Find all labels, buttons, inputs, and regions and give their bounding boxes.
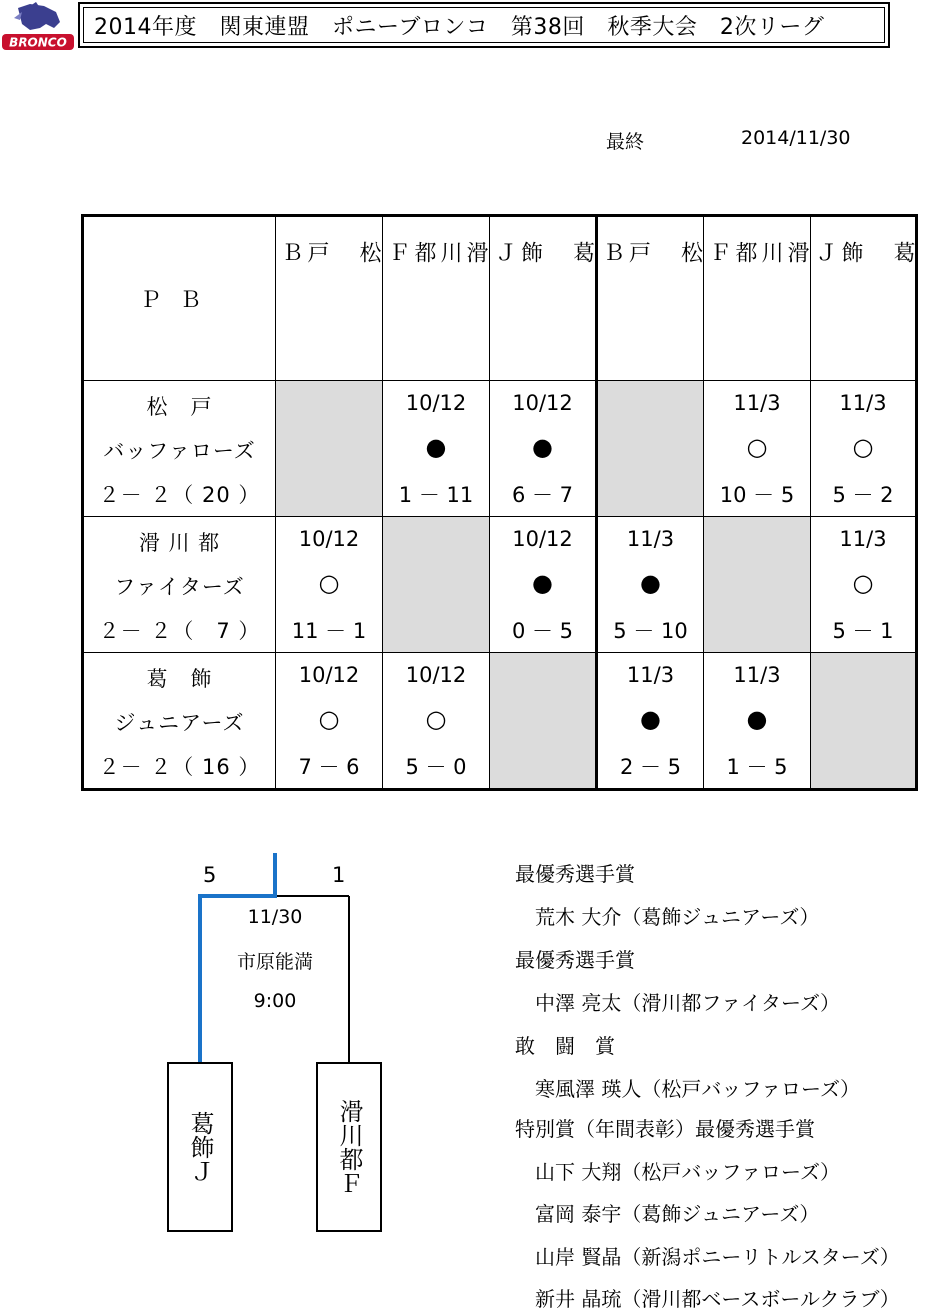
game-score: 5 － 1 xyxy=(832,619,894,643)
col-header: 松 戸 Ｂ xyxy=(278,241,381,263)
page-title: 2014年度 関東連盟 ポニーブロンコ 第38回 秋季大会 2次リーグ xyxy=(83,7,885,43)
team-record: ２－ ２（ 20 ） xyxy=(98,483,261,507)
logo-text: BRONCO xyxy=(9,35,67,50)
award-title: 敢 闘 賞 xyxy=(515,1034,615,1058)
final-right-team: 滑川都Ｆ xyxy=(316,1062,382,1232)
game-score: 5 － 0 xyxy=(405,755,467,779)
award-winner: 山下 大翔（松戸バッファローズ） xyxy=(515,1160,840,1184)
result-mark: ○ xyxy=(852,569,874,597)
team-record: ２－ ２（ 16 ） xyxy=(98,755,261,779)
game-date: 10/12 xyxy=(298,663,360,687)
team-nickname: ジュニアーズ xyxy=(114,711,245,735)
result-mark: ● xyxy=(532,433,553,461)
result-mark: ○ xyxy=(318,705,340,733)
result-mark: ● xyxy=(640,705,661,733)
game-score: 1 － 5 xyxy=(726,755,788,779)
award-winner: 新井 晶琉（滑川都ベースボールクラブ） xyxy=(515,1287,900,1311)
team-name: 葛 飾 xyxy=(146,667,213,691)
result-mark: ● xyxy=(425,433,447,461)
team-record: ２－ ２（ 7 ） xyxy=(98,619,261,643)
game-date: 11/3 xyxy=(839,391,887,415)
team-name: 松 戸 xyxy=(146,395,213,419)
award-winner: 富岡 泰宇（葛飾ジュニアーズ） xyxy=(515,1202,820,1226)
award-winner: 中澤 亮太（滑川都ファイターズ） xyxy=(515,991,840,1015)
final-date: 11/30 xyxy=(247,906,303,928)
award-title: 最優秀選手賞 xyxy=(515,862,635,886)
game-date: 11/3 xyxy=(626,527,675,551)
result-mark: ○ xyxy=(852,433,874,461)
game-score: 11 － 1 xyxy=(291,619,367,643)
col-header: 松 戸 Ｂ xyxy=(599,241,703,263)
final-venue: 市原能満 xyxy=(236,951,313,973)
game-score: 10 － 5 xyxy=(719,483,795,507)
result-mark: ○ xyxy=(425,705,447,733)
game-score: 5 － 10 xyxy=(613,619,688,643)
award-title: 特別賞（年間表彰）最優秀選手賞 xyxy=(515,1117,815,1141)
final-right-score: 1 xyxy=(332,863,346,887)
result-mark: ○ xyxy=(318,569,340,597)
final-time: 9:00 xyxy=(253,990,297,1012)
col-header: 葛 飾 Ｊ xyxy=(812,241,915,263)
award-winner: 荒木 大介（葛飾ジュニアーズ） xyxy=(515,905,820,929)
status-label: 最終 xyxy=(606,131,645,153)
result-mark: ○ xyxy=(746,433,768,461)
award-winner: 寒風澤 瑛人（松戸バッファローズ） xyxy=(515,1077,860,1101)
award-title: 最優秀選手賞 xyxy=(515,948,635,972)
result-mark: ● xyxy=(640,569,661,597)
game-date: 11/3 xyxy=(626,663,675,687)
team-nickname: ファイターズ xyxy=(114,575,245,599)
result-mark: ● xyxy=(532,569,553,597)
game-date: 10/12 xyxy=(298,527,360,551)
result-mark: ● xyxy=(746,705,768,733)
game-score: 1 － 11 xyxy=(398,483,474,507)
game-date: 11/3 xyxy=(733,663,781,687)
game-date: 11/3 xyxy=(839,527,887,551)
team-name: 滑 川 都 xyxy=(138,531,221,555)
col-header: 葛 飾 Ｊ xyxy=(491,241,595,263)
game-score: 0 － 5 xyxy=(511,619,574,643)
team-nickname: バッファローズ xyxy=(103,439,256,463)
game-date: 10/12 xyxy=(512,527,573,551)
game-score: 5 － 2 xyxy=(832,483,894,507)
award-winner: 山岸 賢晶（新潟ポニーリトルスターズ） xyxy=(515,1245,900,1269)
game-date: 10/12 xyxy=(512,391,573,415)
col-header: 滑 川 都 Ｆ xyxy=(385,241,488,263)
game-score: 2 － 5 xyxy=(619,755,682,779)
col-header: 滑 川 都 Ｆ xyxy=(706,241,809,263)
game-date: 10/12 xyxy=(405,663,467,687)
final-left-score: 5 xyxy=(203,863,217,887)
game-score: 6 － 7 xyxy=(511,483,574,507)
corner-label: ＰＢ xyxy=(83,216,276,381)
game-date: 10/12 xyxy=(405,391,467,415)
game-score: 7 － 6 xyxy=(298,755,360,779)
game-date: 11/3 xyxy=(733,391,781,415)
final-left-team: 葛飾Ｊ xyxy=(167,1062,233,1232)
status-date: 2014/11/30 xyxy=(741,127,851,149)
